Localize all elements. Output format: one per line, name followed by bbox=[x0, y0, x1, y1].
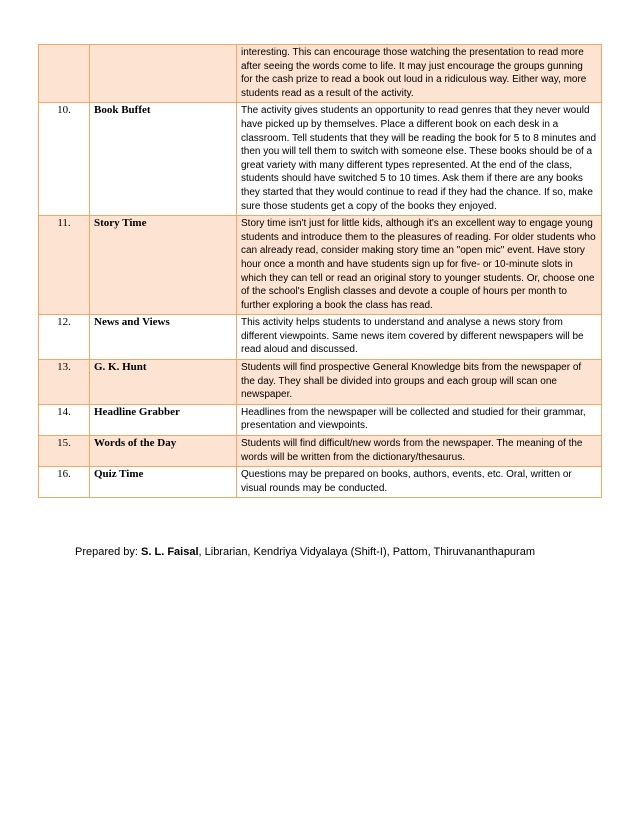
activity-description: This activity helps students to understand and analyse a news story from different viewpoints. Same news item covered by different newspapers will be read aloud and discussed. bbox=[237, 315, 602, 360]
activity-description: Story time isn't just for little kids, although it's an excellent way to engage young students and introduce them to the pleasures of reading. For older students who can already read, consider making story time an "open mic" event. Have story hour once a month and have students sign up for five- or 10-minute slots in which they can tell or read an original story to younger students. Or, choose one of the school's English classes and devote a couple of hours per month to further exploring a book the class has read. bbox=[237, 216, 602, 315]
table-row bbox=[39, 436, 602, 467]
table-row bbox=[39, 216, 602, 315]
table-row bbox=[39, 315, 602, 360]
row-number: 13. bbox=[39, 360, 90, 405]
row-number: 10. bbox=[39, 103, 90, 216]
row-number: 16. bbox=[39, 467, 90, 498]
table-row bbox=[39, 45, 602, 103]
row-number bbox=[39, 45, 90, 103]
activity-title: Story Time bbox=[90, 216, 237, 315]
row-number: 15. bbox=[39, 436, 90, 467]
activity-title: Words of the Day bbox=[90, 436, 237, 467]
author-name: S. L. Faisal bbox=[141, 546, 199, 558]
activity-title bbox=[90, 45, 237, 103]
activity-description: Students will find prospective General Knowledge bits from the newspaper of the day. They shall be divided into groups and each group will scan one newspaper. bbox=[237, 360, 602, 405]
activity-title: Quiz Time bbox=[90, 467, 237, 498]
activity-title: Headline Grabber bbox=[90, 404, 237, 435]
footer-affiliation: , Librarian, Kendriya Vidyalaya (Shift-I), Pattom, Thiruvananthapuram bbox=[198, 546, 535, 558]
activity-description: The activity gives students an opportunity to read genres that they never would have picked up by themselves. Place a different book on each desk in a classroom. Tell students that they will be reading the book for 5 to 8 minutes and then you will tell them to switch with someone else. These books should be of a great variety with many different types represented. At the end of the class, students should have switched 5 to 10 times. Ask them if there are any books they started that they would continue to read if they had the chance. If so, make sure those students get a copy of the books they enjoyed. bbox=[237, 103, 602, 216]
row-number: 12. bbox=[39, 315, 90, 360]
activity-description: interesting. This can encourage those watching the presentation to read more after seeing the words come to life. It may just encourage the groups gunning for the cash prize to read a book out loud in a ridiculous way. Either way, more students read as a result of the activity. bbox=[237, 45, 602, 103]
row-number: 14. bbox=[39, 404, 90, 435]
table-row bbox=[39, 103, 602, 216]
table-row bbox=[39, 360, 602, 405]
table-row bbox=[39, 467, 602, 498]
activity-title: G. K. Hunt bbox=[90, 360, 237, 405]
activity-description: Headlines from the newspaper will be collected and studied for their grammar, presentation and viewpoints. bbox=[237, 404, 602, 435]
activities-table bbox=[38, 44, 602, 498]
activity-description: Students will find difficult/new words from the newspaper. The meaning of the words will be written from the dictionary/thesaurus. bbox=[237, 436, 602, 467]
footer-prefix: Prepared by: bbox=[75, 546, 142, 558]
row-number: 11. bbox=[39, 216, 90, 315]
table-row bbox=[39, 404, 602, 435]
activity-description: Questions may be prepared on books, authors, events, etc. Oral, written or visual rounds may be conducted. bbox=[237, 467, 602, 498]
activity-title: Book Buffet bbox=[90, 103, 237, 216]
activity-title: News and Views bbox=[90, 315, 237, 360]
prepared-by-footer bbox=[75, 546, 535, 558]
